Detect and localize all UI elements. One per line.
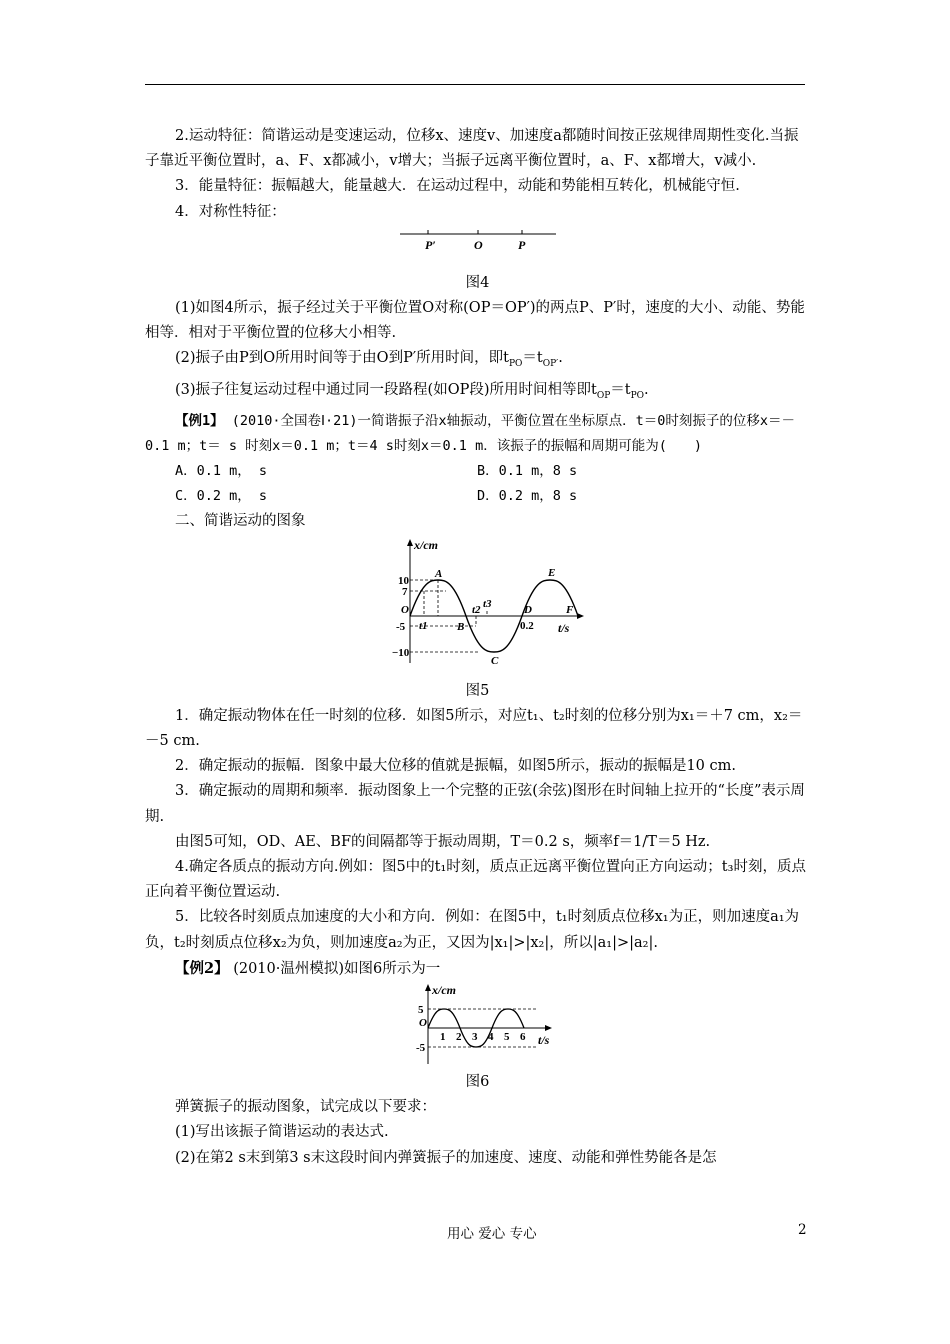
section-2-title: 二、简谐运动的图象 bbox=[175, 513, 306, 530]
example-2-q2: (2)在第2 s末到第3 s末这段时间内弹簧振子的加速度、速度、动能和弹性势能各是怎 bbox=[175, 1149, 717, 1166]
example-2-continuation: 弹簧振子的振动图象，试完成以下要求： bbox=[175, 1099, 436, 1116]
fig6-xtick-2: 2 bbox=[455, 1031, 461, 1044]
graph-use-4: 4.确定各质点的振动方向.例如：图5中的t₁时刻，质点正远离平衡位置向正方向运动；t₃时刻，质点正向着平衡位置运动. bbox=[145, 859, 806, 901]
fig6-x-label: t/s bbox=[537, 1033, 549, 1048]
example-1-options-row-1 bbox=[145, 459, 810, 484]
fig6-xtick-1: 1 bbox=[439, 1031, 445, 1044]
fig5-t3: t3 bbox=[482, 597, 492, 610]
fig6-y-label: x/cm bbox=[431, 984, 456, 998]
fig5-origin: O bbox=[400, 603, 409, 616]
symmetry-point-2: (2)振子由P到O所用时间等于由O到P′所用时间，即$t_{PO}=t_{OP'}$. bbox=[175, 350, 563, 370]
fig5-t1: t1 bbox=[418, 619, 428, 632]
fig6-xtick-3: 3 bbox=[471, 1031, 477, 1044]
graph-use-2: 2．确定振动的振幅．图象中最大位移的值就是振幅，如图5所示，振动的振幅是10 cm. bbox=[175, 758, 736, 775]
fig6-xtick-5: 5 bbox=[503, 1031, 509, 1044]
graph-use-3: 3．确定振动的周期和频率．振动图象上一个完整的正弦(余弦)图形在时间轴上拉开的“长度”表示周期. bbox=[145, 783, 805, 825]
option-a: A．0.1 m， s bbox=[175, 463, 268, 480]
graph-use-3b: 由图5可知，OD、AE、BF的间隔都等于振动周期，T＝0.2 s，频率f＝1/T＝5 Hz. bbox=[175, 833, 711, 850]
fig6-xtick-4: 4 bbox=[487, 1031, 493, 1044]
fig5-point-c: C bbox=[490, 654, 498, 665]
option-b: B．0.1 m，8 s bbox=[477, 463, 578, 480]
symmetry-point-1: (1)如图4所示，振子经过关于平衡位置O对称(OP＝OP′)的两点P、P′时，速度的大小、动能、势能相等．相对于平衡位置的位移大小相等. bbox=[145, 300, 805, 342]
fig5-point-d: D bbox=[523, 603, 532, 616]
fig5-x-arrow bbox=[577, 613, 584, 619]
footer-slogan: 用心 爱心 专心 bbox=[447, 1226, 537, 1242]
fig5-y-arrow bbox=[407, 539, 413, 546]
fig5-ytick-neg10: −10 bbox=[391, 646, 409, 659]
figure-6-caption: 图6 bbox=[465, 1074, 490, 1091]
graph-use-5: 5．比较各时刻质点加速度的大小和方向．例如：在图5中，t₁时刻质点位移x₁为正，则加速度a₁为负，t₂时刻质点位移x₂为负，则加速度a₂为正，又因为|x₁|>|x₂|，所以|a₁|>|a₂|. bbox=[145, 909, 800, 951]
example-2-question: 【例2】 (2010·温州模拟)如图6所示为一 bbox=[175, 959, 441, 977]
figure-6-graph bbox=[398, 984, 558, 1066]
fig5-ytick-neg5: -5 bbox=[395, 620, 405, 633]
motion-feature-paragraph: 2.运动特征：简谐运动是变速运动，位移x、速度v、加速度a都随时间按正弦规律周期性变化.当振子靠近平衡位置时，a、F、x都减小，v增大；当振子远离平衡位置时，a、F、x都增大，v减小. bbox=[145, 128, 799, 170]
fig5-y-label: x/cm bbox=[413, 538, 438, 552]
header-rule bbox=[145, 84, 805, 85]
fig4-label-o: O bbox=[473, 237, 483, 252]
figure-5 bbox=[145, 539, 810, 665]
energy-feature-paragraph: 3．能量特征：振幅越大，能量越大．在运动过程中，动能和势能相互转化，机械能守恒. bbox=[175, 178, 740, 195]
fig6-ytick-5: 5 bbox=[417, 1004, 423, 1017]
fig5-point-a: A bbox=[434, 567, 442, 580]
option-d: D．0.2 m，8 s bbox=[477, 488, 578, 505]
graph-use-1: 1．确定振动物体在任一时刻的位移．如图5所示，对应t₁、t₂时刻的位移分别为x₁＝＋7 cm，x₂＝－5 cm. bbox=[145, 707, 803, 750]
fig5-point-f: F bbox=[565, 603, 573, 616]
fig4-label-p: P bbox=[517, 237, 525, 252]
fig6-ytick-neg5: -5 bbox=[415, 1042, 425, 1055]
fig6-xtick-6: 6 bbox=[519, 1031, 525, 1044]
symmetry-feature-heading: 4．对称性特征： bbox=[175, 203, 286, 220]
example-2-q1: (1)写出该振子简谐运动的表达式. bbox=[175, 1124, 389, 1141]
figure-5-caption: 图5 bbox=[465, 682, 490, 699]
fig6-y-arrow bbox=[425, 984, 431, 991]
page-number: 2 bbox=[798, 1222, 807, 1238]
example-1-question: 【例1】 (2010·全国卷Ⅰ·21)一简谐振子沿x轴振动，平衡位置在坐标原点．t＝0时刻振子的位移x＝－0.1 m；t＝ s 时刻x＝0.1 m；t＝4 s时刻x＝0.1 m．该振子的振幅和周期可能为( ) bbox=[145, 412, 796, 454]
fig5-point-e: E bbox=[547, 566, 555, 579]
page-content bbox=[145, 124, 810, 1171]
fig4-label-pprime: P′ bbox=[424, 237, 436, 252]
example-1-options-row-2 bbox=[145, 484, 810, 509]
fig5-ytick-10: 10 bbox=[397, 574, 409, 587]
figure-4-caption: 图4 bbox=[465, 274, 490, 291]
option-c: C．0.2 m， s bbox=[175, 488, 268, 505]
symmetry-point-3: (3)振子往复运动过程中通过同一段路程(如OP段)所用时间相等即$t_{OP}=t_{PO}$. bbox=[175, 381, 649, 401]
figure-6 bbox=[145, 984, 810, 1066]
figure-4-diagram bbox=[398, 225, 558, 265]
fig5-x-label: t/s bbox=[557, 620, 569, 635]
fig6-x-arrow bbox=[545, 1025, 552, 1031]
fig5-t2: t2 bbox=[471, 603, 481, 616]
fig5-point-b: B bbox=[456, 620, 464, 633]
figure-4 bbox=[145, 225, 810, 265]
figure-5-graph bbox=[358, 539, 598, 665]
fig5-ytick-7: 7 bbox=[401, 585, 407, 598]
fig6-origin: O bbox=[418, 1017, 427, 1030]
fig5-t-0.2: 0.2 bbox=[519, 619, 534, 632]
